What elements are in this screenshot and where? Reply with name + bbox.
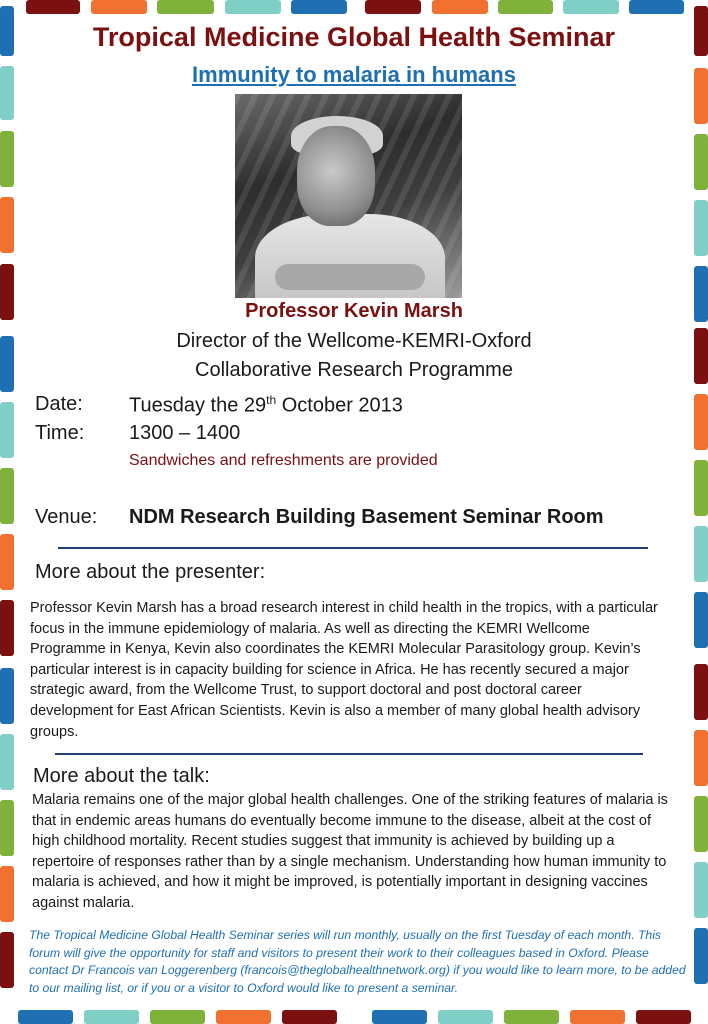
photo-arms — [275, 264, 425, 290]
divider-presenter — [58, 547, 648, 549]
border-bar-right — [694, 460, 708, 516]
presenter-role — [0, 327, 708, 385]
border-bar-left — [0, 734, 14, 790]
border-bar-left — [0, 197, 14, 253]
date-prefix: Tuesday the 29 — [129, 394, 267, 417]
border-bar-left — [0, 866, 14, 922]
divider-talk — [55, 753, 643, 755]
page-title: Tropical Medicine Global Health Seminar — [92, 22, 616, 52]
time-value: 1300 – 1400 — [129, 422, 241, 444]
border-bar-top — [26, 0, 80, 14]
border-bar-left — [0, 131, 14, 187]
border-bar-bottom — [372, 1010, 427, 1024]
talk-title-text: Immunity to malaria in humans — [192, 62, 516, 87]
border-bar-top — [432, 0, 488, 14]
presenter-role-line1: Director of the Wellcome-KEMRI-Oxford — [176, 330, 532, 352]
border-bar-top — [365, 0, 421, 14]
venue-label: Venue: — [35, 506, 98, 528]
border-bar-right — [694, 526, 708, 582]
border-bar-right — [694, 394, 708, 450]
border-bar-top — [225, 0, 281, 14]
border-bar-bottom — [282, 1010, 337, 1024]
border-bar-left — [0, 600, 14, 656]
border-bar-right — [694, 862, 708, 918]
date-ordinal: th — [266, 393, 277, 407]
talk-abstract: Malaria remains one of the major global health challenges. One of the striking features of malaria is that in endemic areas humans do eventually become immune to the disease, albeit at the cost of high childhood mortality. Recent studies suggest that immunity is achieved by building up a repertoire of responses rather than by a single mechanism. Understanding how human immunity to malaria is achieved, and how it might be improved, is potentially important in designing vaccines against malaria. — [32, 792, 668, 911]
presenter-section-heading: More about the presenter: — [35, 561, 266, 583]
date-value — [129, 393, 403, 418]
border-bar-top — [629, 0, 684, 14]
border-bar-top — [291, 0, 347, 14]
date-label: Date: — [35, 393, 83, 415]
time-label: Time: — [35, 422, 85, 444]
border-bar-right — [694, 592, 708, 648]
border-bar-top — [563, 0, 619, 14]
border-bar-bottom — [570, 1010, 625, 1024]
border-bar-right — [694, 664, 708, 720]
border-bar-bottom — [504, 1010, 559, 1024]
border-bar-left — [0, 534, 14, 590]
border-bar-bottom — [84, 1010, 139, 1024]
border-bar-right — [694, 730, 708, 786]
border-bar-top — [498, 0, 553, 14]
talk-title-link[interactable] — [0, 62, 708, 88]
venue-value: NDM Research Building Basement Seminar Room — [129, 506, 604, 528]
border-bar-bottom — [216, 1010, 271, 1024]
photo-face — [297, 126, 375, 226]
border-bar-top — [91, 0, 147, 14]
border-bar-bottom — [18, 1010, 73, 1024]
presenter-name: Professor Kevin Marsh — [245, 300, 463, 322]
border-bar-bottom — [150, 1010, 205, 1024]
presenter-role-line2: Collaborative Research Programme — [195, 359, 513, 381]
presenter-bio: Professor Kevin Marsh has a broad research interest in child health in the tropics, with a particular focus in the immune epidemiology of malaria. As well as directing the KEMRI Wellcome Programme in Kenya, Kevin also coordinates the KEMRI Molecular Parasitology group. Kevin’s particular interest is in capacity building for science in Africa. He has recently secured a major strategic award, from the Wellcome Trust, to support doctoral and post doctoral career development for East African Scientists. Kevin is also a member of many global health advisory groups. — [30, 600, 658, 740]
border-bar-left — [0, 932, 14, 988]
border-bar-bottom — [636, 1010, 691, 1024]
border-bar-right — [694, 200, 708, 256]
border-bar-right — [694, 796, 708, 852]
border-bar-top — [157, 0, 214, 14]
talk-section-heading: More about the talk: — [33, 765, 210, 787]
series-footer-note: The Tropical Medicine Global Health Seminar series will run monthly, usually on the first Tuesday of each month. This forum will give the opportunity for staff and visitors to present their work to their colleagues based in Oxford. Please contact Dr Francois van Loggerenberg (francois@theglobalhealthnetwork.org) if you would like to learn more, to be added to our mailing list, or if you or a visitor to Oxford would like to present a seminar. — [29, 928, 686, 995]
border-bar-bottom — [438, 1010, 493, 1024]
border-bar-right — [694, 928, 708, 984]
border-bar-left — [0, 468, 14, 524]
date-rest: October 2013 — [276, 394, 403, 417]
border-bar-left — [0, 402, 14, 458]
border-bar-left — [0, 800, 14, 856]
refreshments-note: Sandwiches and refreshments are provided — [129, 452, 438, 469]
presenter-photo — [235, 94, 462, 298]
border-bar-left — [0, 668, 14, 724]
border-bar-right — [694, 134, 708, 190]
